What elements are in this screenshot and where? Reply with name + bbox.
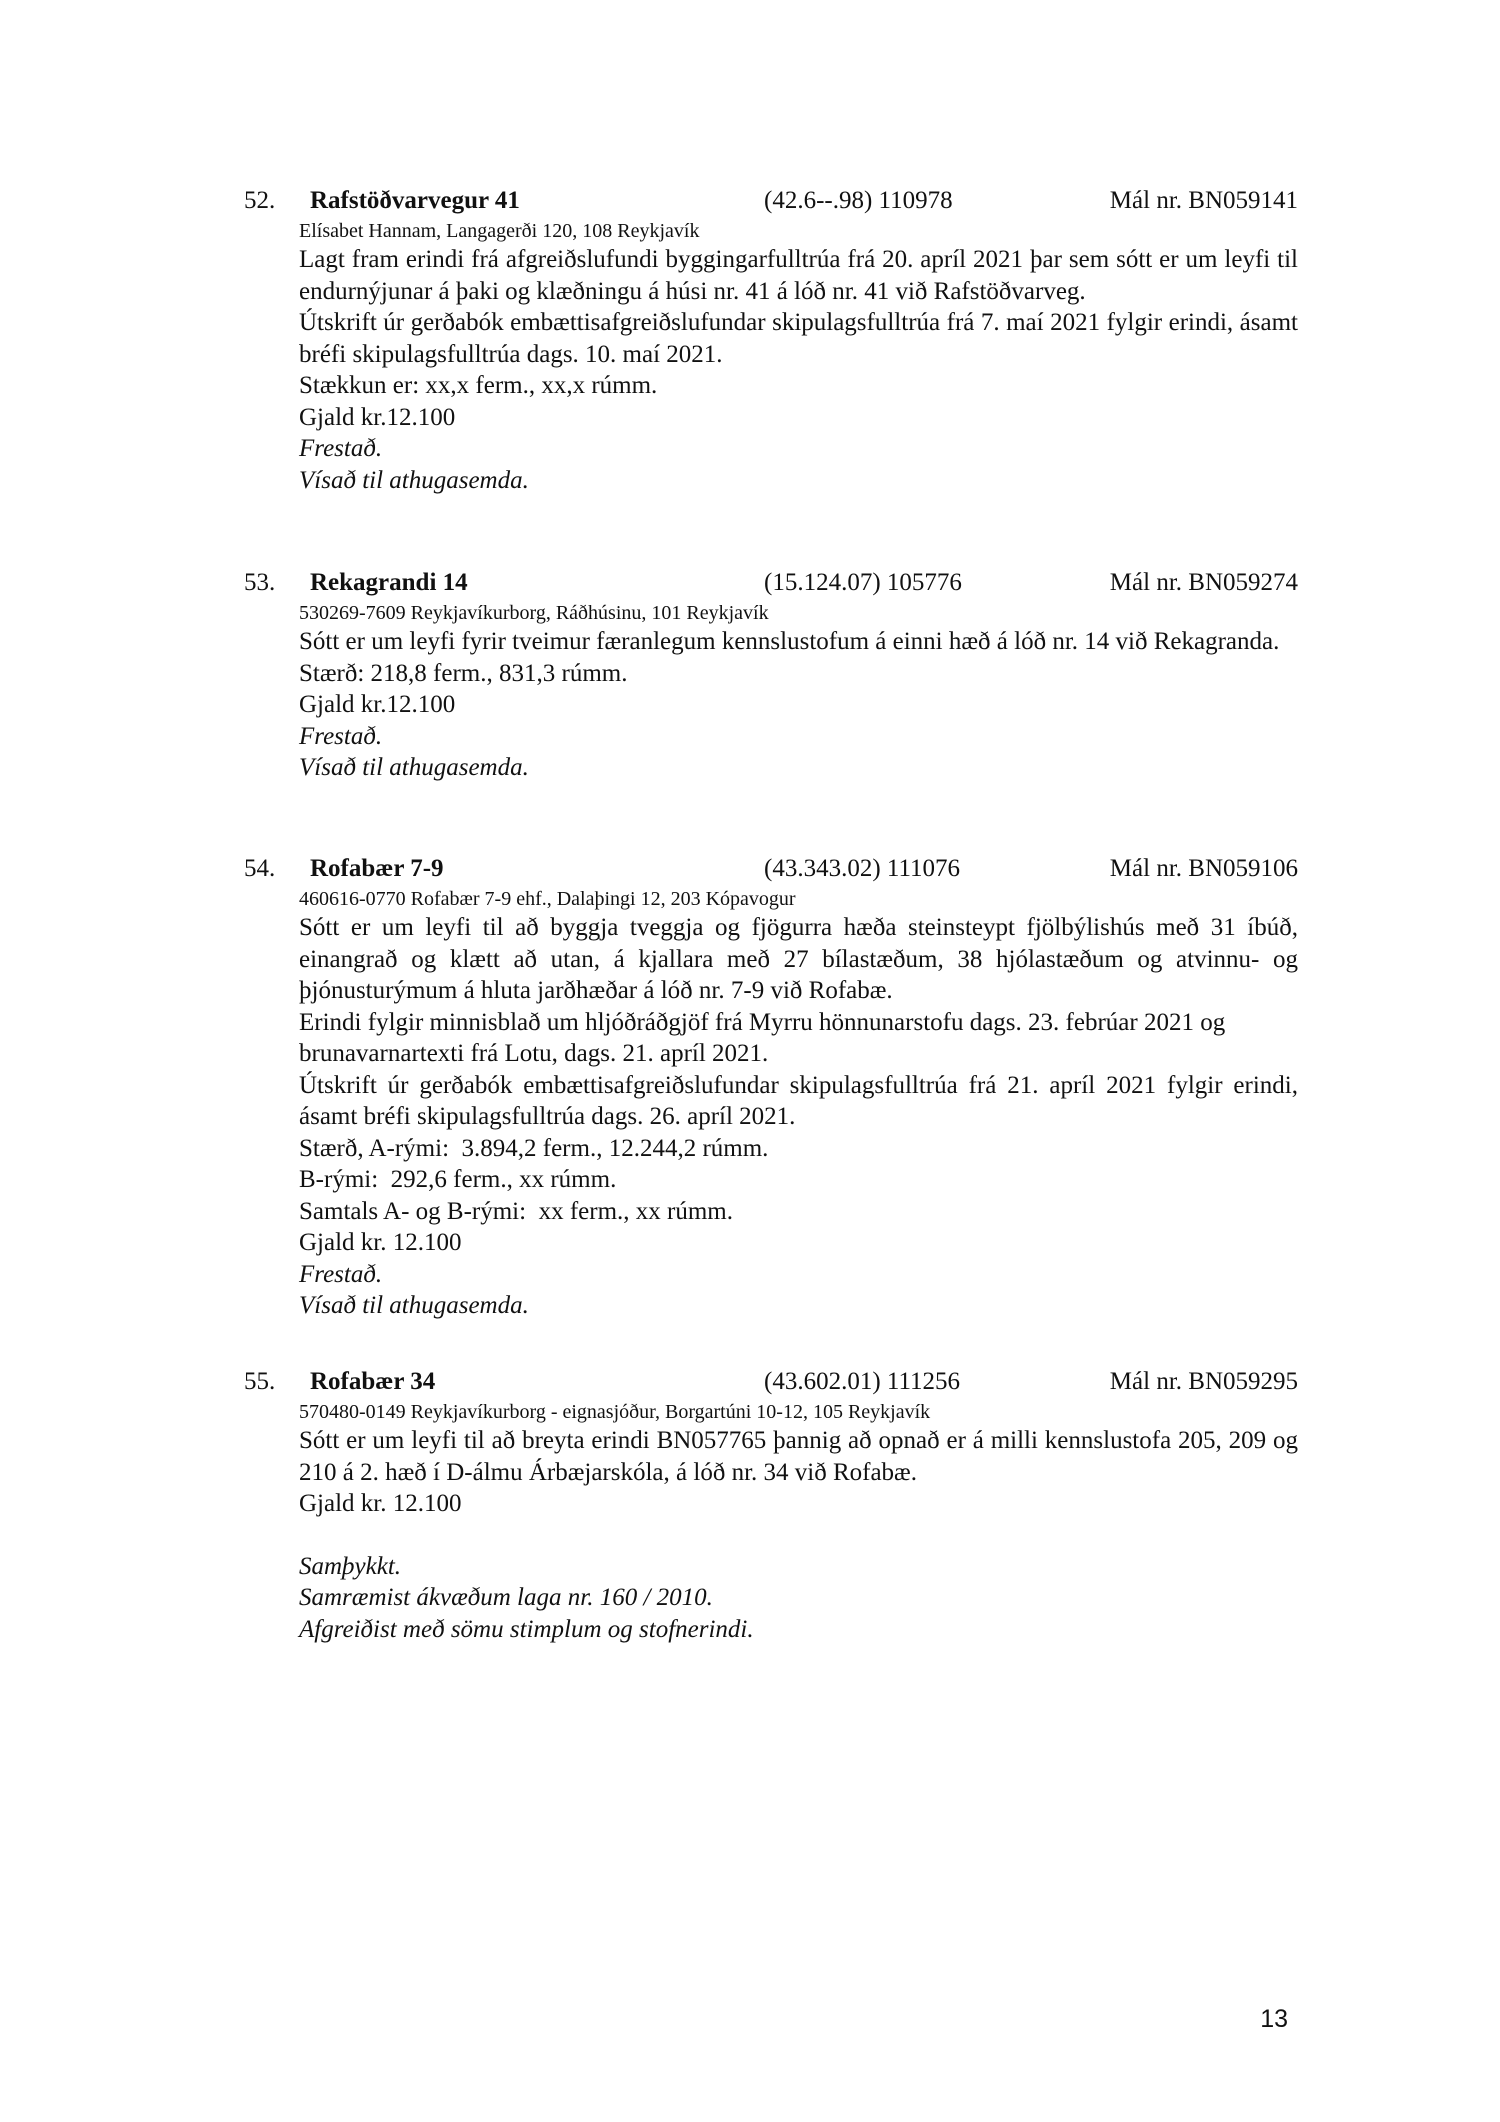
page-number: 13 <box>1260 2005 1288 2033</box>
description-paragraph: Erindi fylgir minnisblað um hljóðráðgjöf frá Myrru hönnunarstofu dags. 23. febrúar 2021 og brunavarnartexti frá Lotu, dags. 21. apríl 2021. <box>299 1008 1226 1067</box>
decision-line: Vísað til athugasemda. <box>299 466 529 494</box>
description-paragraph: Sótt er um leyfi fyrir tveimur færanlegum kennslustofum á einni hæð á lóð nr. 14 við Rekagranda. <box>299 628 1280 655</box>
land-reference: (43.343.02) 111076 <box>764 855 961 882</box>
land-reference: (15.124.07) 105776 <box>764 569 962 596</box>
size-line: Samtals A- og B-rými: xx ferm., xx rúmm. <box>299 1197 733 1225</box>
description-paragraph: Sótt er um leyfi til að breyta erindi BN057765 þannig að opnað er á milli kennslustofa 205, 209 og 210 á 2. hæð í D-álmu Árbæjarskóla, á lóð nr. 34 við Rofabæ. <box>299 1427 1298 1486</box>
case-number: Mál nr. BN059295 <box>1109 1368 1298 1395</box>
case-entry-53 <box>244 566 1298 784</box>
entry-body <box>299 1399 1298 1645</box>
entry-number: 55. <box>244 1368 276 1395</box>
case-entry-52 <box>244 184 1298 496</box>
description-paragraph: Lagt fram erindi frá afgreiðslufundi byggingarfulltrúa frá 20. apríl 2021 þar sem sótt er um leyfi til endurnýjunar á þaki og klæðningu á húsi nr. 41 á lóð nr. 41 við Rafstöðvarveg. <box>299 246 1298 305</box>
entry-header <box>244 852 1298 886</box>
case-number: Mál nr. BN059274 <box>1109 569 1298 596</box>
decision-line: Frestað. <box>299 722 383 750</box>
size-line: B-rými: 292,6 ferm., xx rúmm. <box>299 1166 617 1193</box>
property-address: Rofabær 7-9 <box>310 855 444 882</box>
applicant: 570480-0149 Reykjavíkurborg - eignasjóður, Borgartúni 10-12, 105 Reykjavík <box>299 1401 931 1423</box>
description-paragraph: Útskrift úr gerðabók embættisafgreiðslufundar skipulagsfulltrúa frá 21. apríl 2021 fylgir erindi, ásamt bréfi skipulagsfulltrúa dags. 26. apríl 2021. <box>299 1071 1298 1130</box>
entry-number: 52. <box>244 187 276 214</box>
entry-body <box>299 886 1298 1322</box>
decision-line: Samþykkt. <box>299 1552 402 1580</box>
decision-line: Vísað til athugasemda. <box>299 754 529 781</box>
decision-line: Samræmist ákvæðum laga nr. 160 / 2010. <box>299 1584 713 1611</box>
land-reference: (42.6--.98) 110978 <box>764 187 953 214</box>
decision-line: Frestað. <box>299 435 383 462</box>
entry-body <box>299 218 1298 496</box>
fee-line: Gjald kr.12.100 <box>299 691 456 718</box>
applicant: Elísabet Hannam, Langagerði 120, 108 Reykjavík <box>299 220 700 242</box>
fee-line: Gjald kr.12.100 <box>299 403 456 431</box>
property-address: Rafstöðvarvegur 41 <box>310 187 520 214</box>
applicant: 530269-7609 Reykjavíkurborg, Ráðhúsinu, 101 Reykjavík <box>299 602 769 624</box>
decision-line: Afgreiðist með sömu stimplum og stofnerindi. <box>299 1615 754 1643</box>
entry-header <box>244 566 1298 600</box>
entry-number: 53. <box>244 569 276 596</box>
description-paragraph: Útskrift úr gerðabók embættisafgreiðslufundar skipulagsfulltrúa frá 7. maí 2021 fylgir erindi, ásamt bréfi skipulagsfulltrúa dags. 10. maí 2021. <box>299 309 1298 368</box>
entry-header <box>244 184 1298 218</box>
fee-line: Gjald kr. 12.100 <box>299 1490 462 1517</box>
entry-number: 54. <box>244 855 276 882</box>
size-line: Stækkun er: xx,x ferm., xx,x rúmm. <box>299 372 658 399</box>
size-line: Stærð, A-rými: 3.894,2 ferm., 12.244,2 rúmm. <box>299 1134 769 1162</box>
case-number: Mál nr. BN059141 <box>1109 187 1298 214</box>
applicant: 460616-0770 Rofabær 7-9 ehf., Dalaþingi 12, 203 Kópavogur <box>299 888 796 910</box>
land-reference: (43.602.01) 111256 <box>764 1368 961 1395</box>
spacer <box>299 1520 1298 1551</box>
case-number: Mál nr. BN059106 <box>1109 855 1298 882</box>
entry-header <box>244 1365 1298 1399</box>
decision-line: Vísað til athugasemda. <box>299 1292 529 1319</box>
property-address: Rofabær 34 <box>310 1368 436 1395</box>
decision-line: Frestað. <box>299 1260 383 1288</box>
description-paragraph: Sótt er um leyfi til að byggja tveggja og fjögurra hæða steinsteypt fjölbýlishús með 31 íbúð, einangrað og klætt að utan, á kjallara með 27 bílastæðum, 38 hjólastæðum og atvinnu- og þjónusturýmum á hluta jarðhæðar á lóð nr. 7-9 við Rofabæ. <box>299 914 1298 1004</box>
case-entry-54 <box>244 852 1298 1322</box>
fee-line: Gjald kr. 12.100 <box>299 1229 462 1256</box>
entry-body <box>299 600 1298 784</box>
case-entry-55 <box>244 1365 1298 1645</box>
property-address: Rekagrandi 14 <box>310 569 468 596</box>
size-line: Stærð: 218,8 ferm., 831,3 rúmm. <box>299 659 628 687</box>
